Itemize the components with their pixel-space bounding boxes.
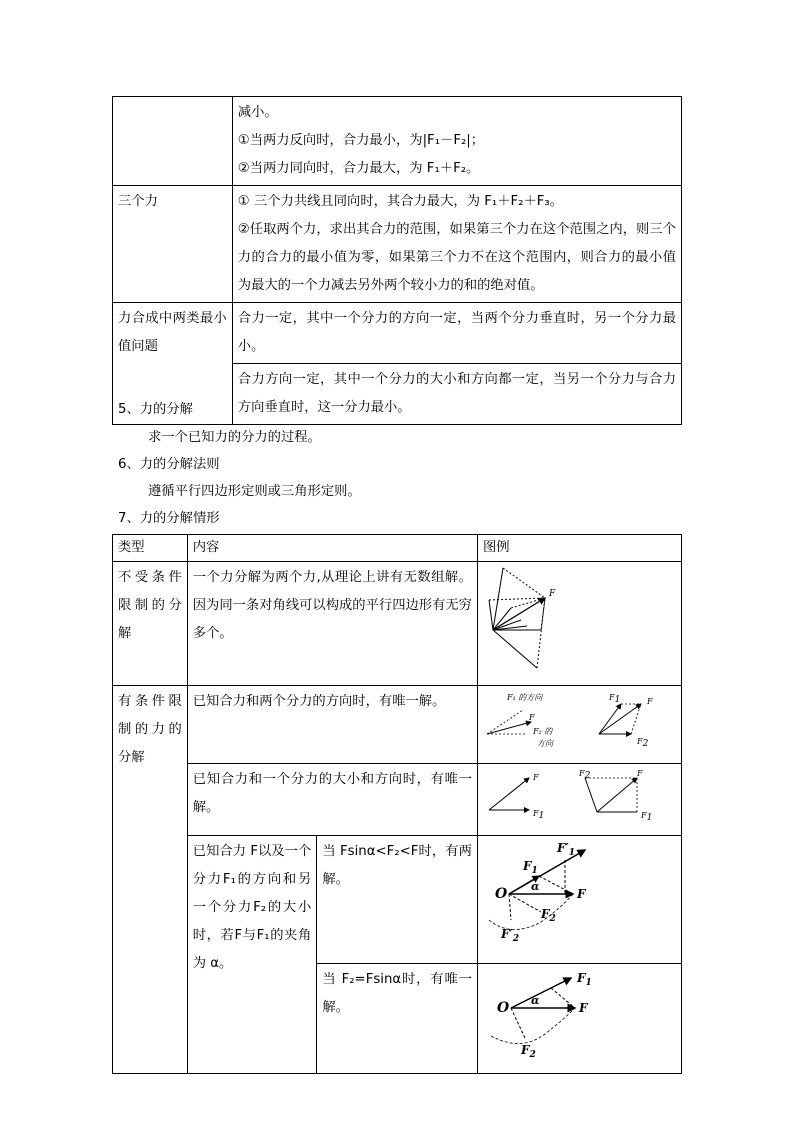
force-label: F (528, 713, 535, 722)
row-label: 有条件限制的力的分解 (113, 686, 188, 1074)
row-label: 不受条件限制的分解 (113, 562, 188, 686)
two-solutions-figure (481, 838, 677, 950)
section-heading: 6、力的分解法则 (118, 457, 220, 472)
table-row (113, 836, 682, 964)
text-line: ① 三个力共线且同向时，其合力最大，为 F₁＋F₂＋F₃。 (237, 194, 564, 209)
force-label: F1 (608, 693, 621, 705)
angle-label: α (530, 880, 540, 893)
table-cell: 一个力分解为两个力,从理论上讲有无数组解。因为同一条对角线可以构成的平行四边形有无穷多个。 (187, 562, 477, 686)
table-cell: 合力一定，其中一个分力的方向一定，当两个分力垂直时，另一个分力最小。 (232, 303, 681, 364)
force-label: F2 (578, 769, 591, 781)
section-heading: 7、力的分解情形 (118, 511, 220, 526)
force-label: F (578, 1001, 588, 1015)
direction-label: 方向 (536, 739, 553, 748)
row-label: 三个力 (113, 186, 233, 303)
figure-cell (477, 686, 681, 764)
table-row (113, 562, 682, 686)
direction-label: F₁ 的方向 (506, 693, 543, 702)
table-row (113, 186, 682, 303)
force-label: F (646, 697, 653, 706)
force-label: F (548, 589, 556, 599)
unlimited-decomposition-figure (481, 564, 561, 672)
known-one-component-figure (481, 766, 677, 822)
text-line: ①当两力反向时，合力最小，为|F₁－F₂|； (237, 133, 485, 148)
section-text: 遵循平行四边形定则或三角形定则。 (148, 484, 361, 499)
figure-cell (477, 964, 681, 1074)
origin-label: O (496, 1000, 510, 1016)
force-label: F1 (640, 811, 653, 822)
force-label: $F_1$ (522, 859, 538, 876)
force-decomposition-table (112, 534, 682, 1074)
table-cell (113, 97, 233, 186)
column-header: 内容 (187, 535, 477, 562)
table-cell: 已知合力 F以及一个分力F₁的方向和另一个分力F₂的大小时，若F与F₁的夹角为 α。 (187, 836, 317, 1074)
figure-cell (477, 562, 681, 686)
force-label: $F'_2$ (500, 927, 519, 944)
column-header: 图例 (477, 535, 681, 562)
table-row (113, 764, 682, 836)
table-cell (232, 97, 681, 186)
table-cell (232, 186, 681, 303)
force-composition-table (112, 96, 682, 425)
table-cell: 当 F₂=Fsinα时，有唯一解。 (317, 964, 478, 1074)
force-label: F (636, 769, 643, 778)
figure-cell (477, 764, 681, 836)
origin-label: O (494, 886, 508, 902)
direction-label: F₂ 的 (532, 727, 553, 736)
text-line: ②当两力同向时，合力最大，为 F₁＋F₂。 (237, 161, 480, 176)
force-label: F1 (532, 809, 545, 821)
text-paragraph: ②任取两个力，求出其合力的范围，如果第三个力在这个范围之内，则三个力的合力的最小值为零，如果第三个力不在这个范围内，则合力的最小值为最大的一个力减去另外两个较小力的和的绝对值。 (237, 222, 676, 293)
force-label: $F'_1$ (556, 841, 575, 858)
angle-label: α (530, 994, 540, 1007)
force-label: F2 (636, 737, 649, 749)
force-label: $F_2$ (520, 1043, 536, 1060)
text-line: 减小。 (237, 105, 278, 120)
table-row (113, 686, 682, 764)
table-cell: 已知合力和两个分力的方向时，有唯一解。 (187, 686, 477, 764)
table-cell: 合力方向一定，其中一个分力的大小和方向都一定，当另一个分力与合力方向垂直时，这一分力最小。 (232, 364, 681, 425)
force-label: F (576, 887, 586, 901)
table-row (113, 97, 682, 186)
row-label: 力合成中两类最小值问题 (113, 303, 233, 425)
force-label: $F_2$ (540, 907, 556, 924)
table-header-row (113, 535, 682, 562)
table-cell: 已知合力和一个分力的大小和方向时，有唯一解。 (187, 764, 477, 836)
table-cell: 当 Fsinα<F₂<F时，有两解。 (317, 836, 478, 964)
table-row (113, 303, 682, 364)
known-directions-figure (481, 688, 677, 750)
figure-cell (477, 836, 681, 964)
section-text: 求一个已知力的分力的过程。 (148, 430, 321, 445)
force-label: F (532, 773, 539, 782)
column-header: 类型 (113, 535, 188, 562)
one-solution-figure (481, 966, 677, 1060)
force-label: $F_1$ (576, 971, 592, 988)
section-heading: 5、力的分解 (118, 402, 193, 417)
